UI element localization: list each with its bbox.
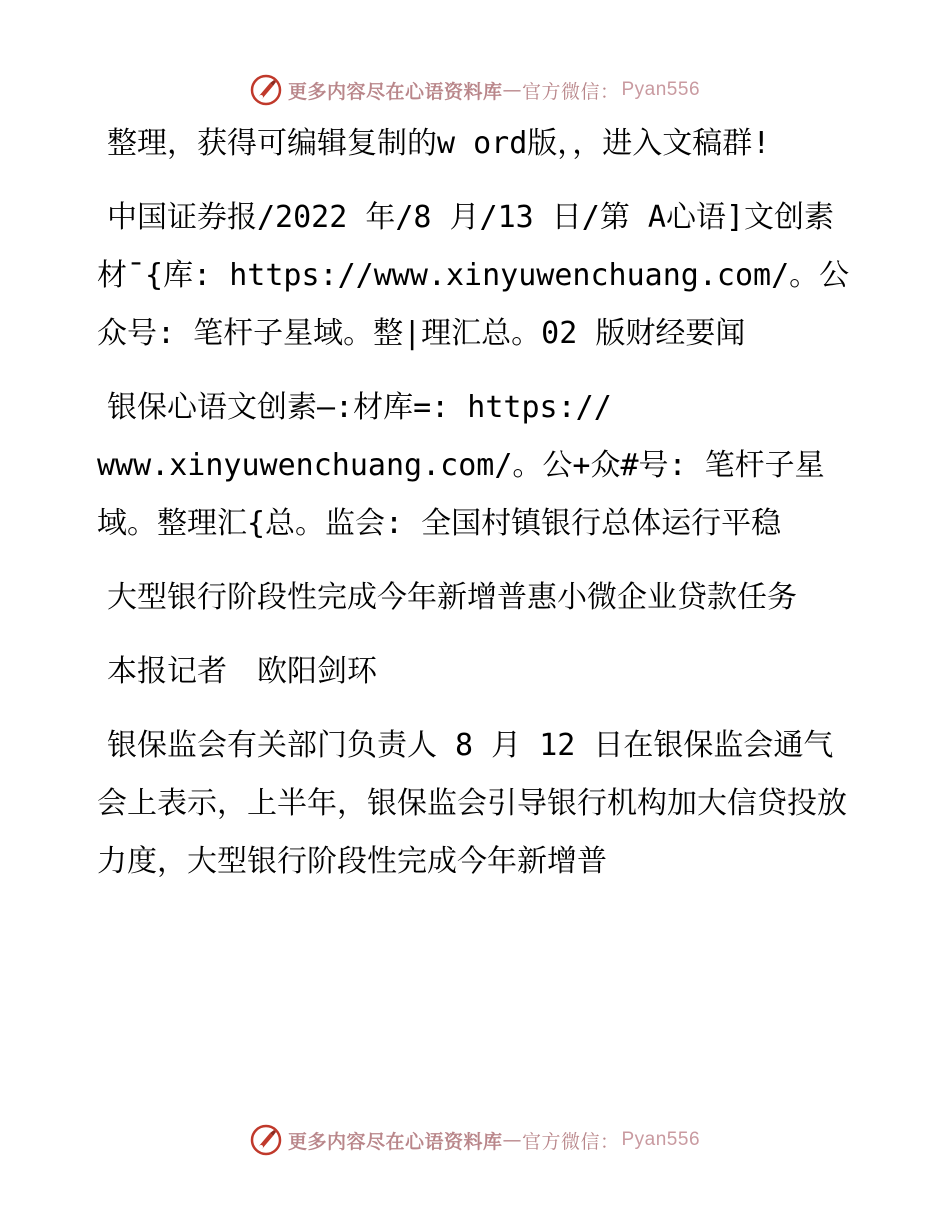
paragraph-body: 银保监会有关部门负责人 8 月 12 日在银保监会通气会上表示，上半年，银保监会引导银行机构加大信贷投放力度，大型银行阶段性完成今年新增普 <box>97 728 847 879</box>
footer-watermark <box>0 1120 950 1160</box>
paragraph-headline-part2: www.xinyuwenchuang.com/。公+众#号: 笔杆子星域。整理汇{总。监会: 全国村镇银行总体运行平稳 <box>97 448 825 541</box>
paragraph-intro: 整理，获得可编辑复制的w ord版，，进入文稿群! <box>107 126 771 161</box>
watermark-sub-text: 官方微信： <box>521 1130 620 1153</box>
watermark-sub-text: 官方微信： <box>521 80 620 103</box>
watermark-dash: — <box>502 1129 522 1151</box>
watermark-wechat-id: Pyan556 <box>621 79 701 100</box>
header-watermark <box>0 70 950 110</box>
paragraph-source: 中国证券报/2022 年/8 月/13 日/第 A心语]文创素材¯{库: https://www.xinyuwenchuang.com/。公众号: 笔杆子星域。整|理汇总。02 版财经要闻 <box>97 200 850 351</box>
document-body <box>97 115 857 907</box>
paragraph-headline-part1: 银保心语文创素—:材库=: https:// <box>107 390 612 425</box>
paragraph-subheadline: 大型银行阶段性完成今年新增普惠小微企业贷款任务 <box>107 580 797 615</box>
logo-icon <box>250 74 282 106</box>
watermark-wechat-id: Pyan556 <box>621 1129 701 1150</box>
watermark-main-text: 更多内容尽在心语资料库 <box>287 1130 503 1153</box>
watermark-dash: — <box>502 79 522 101</box>
watermark-main-text: 更多内容尽在心语资料库 <box>287 80 503 103</box>
logo-icon <box>250 1124 282 1156</box>
paragraph-byline: 本报记者 欧阳剑环 <box>107 654 377 689</box>
